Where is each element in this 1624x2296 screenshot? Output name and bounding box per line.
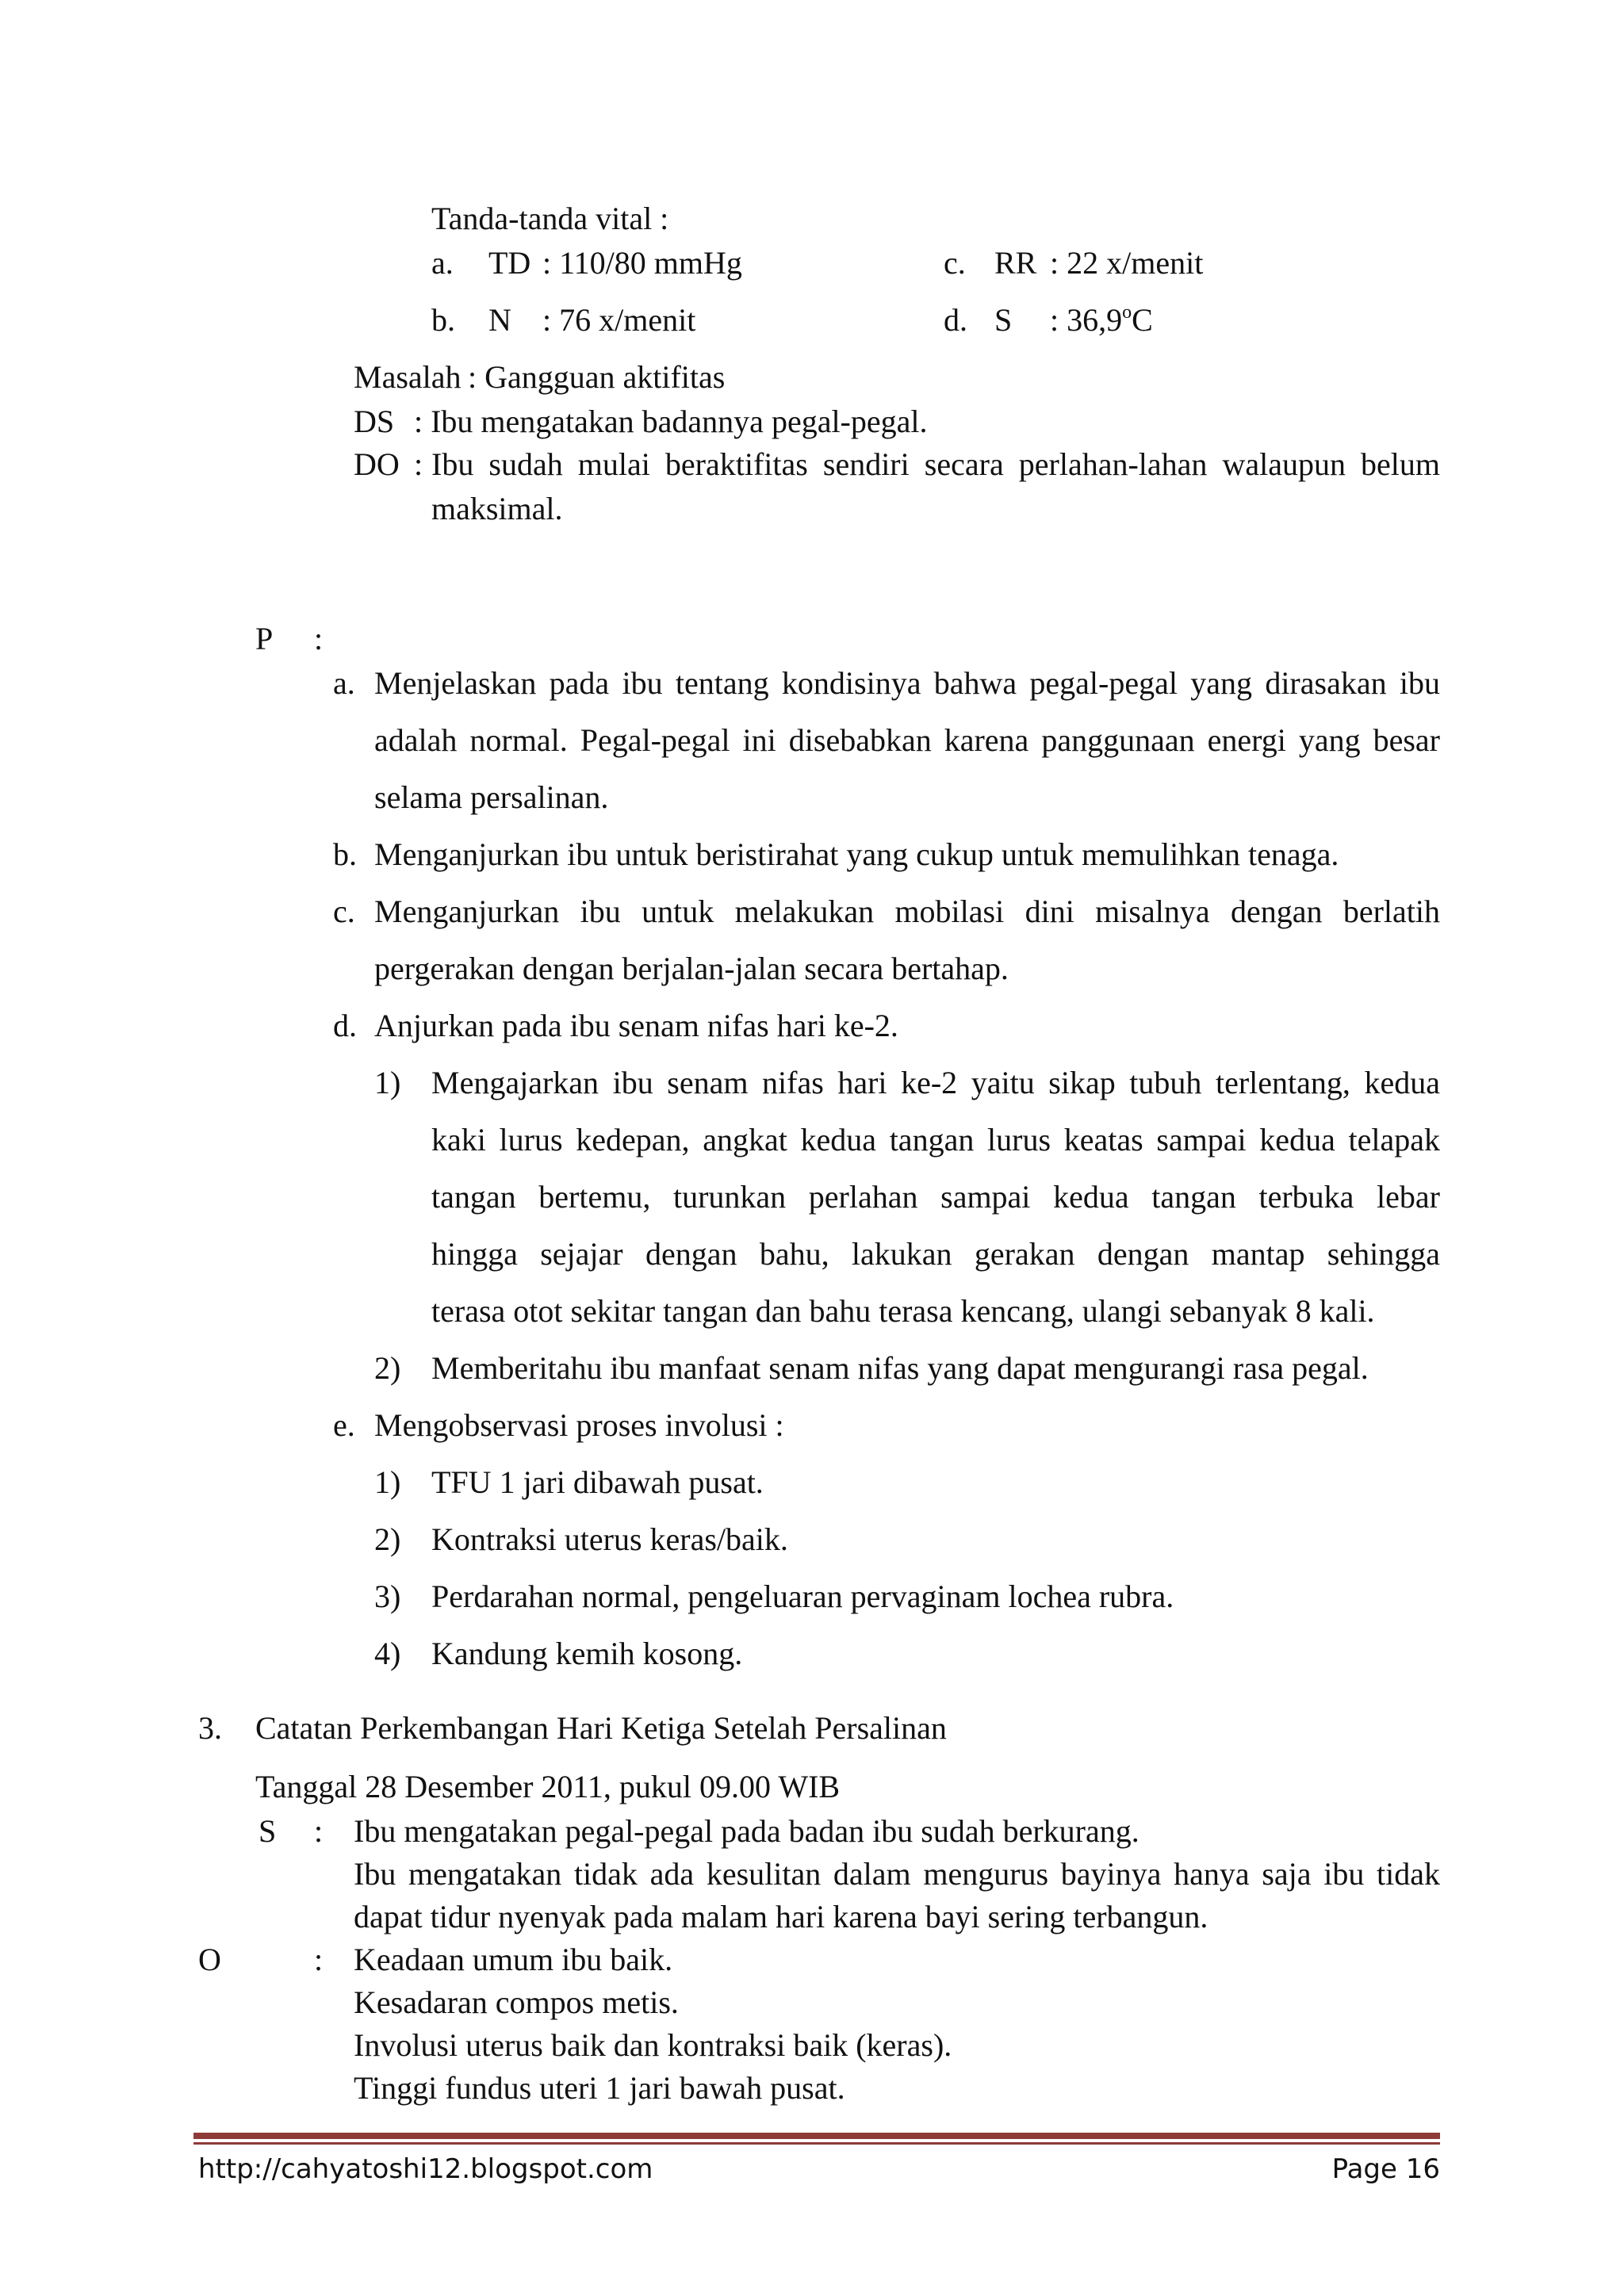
plan-d-line-1: Anjurkan pada ibu senam nifas hari ke-2. <box>374 1008 898 1043</box>
plan-e2-text: Kontraksi uterus keras/baik. <box>431 1521 788 1557</box>
vital-s-value <box>1050 304 1153 336</box>
plan-e3-text: Perdarahan normal, pengeluaran pervaginam lochea rubra. <box>431 1578 1174 1614</box>
subjective-line-2: Ibu mengatakan tidak ada kesulitan dalam mengurus bayinya hanya saja ibu tidak <box>354 1856 1440 1892</box>
do-line-2: maksimal. <box>431 491 563 526</box>
vital-td-value: : 110/80 mmHg <box>542 245 742 281</box>
ds-value: : Ibu mengatakan badannya pegal-pegal. <box>414 404 928 439</box>
vital-td-label: TD <box>488 245 531 281</box>
plan-b-line-1: Menganjurkan ibu untuk beristirahat yang cukup untuk memulihkan tenaga. <box>374 836 1339 872</box>
plan-d1-line-2: kaki lurus kedepan, angkat kedua tangan lurus keatas sampai kedua telapak <box>431 1122 1440 1158</box>
vital-n-value: : 76 x/menit <box>542 302 696 338</box>
vital-s-unit: C <box>1132 302 1153 338</box>
vital-s-degree: o <box>1122 302 1132 323</box>
plan-label: P <box>255 621 274 656</box>
do-colon: : <box>414 446 423 482</box>
objective-line-3: Involusi uterus baik dan kontraksi baik (keras). <box>354 2027 952 2063</box>
plan-a-line-3: selama persalinan. <box>374 779 609 815</box>
plan-c-line-2: pergerakan dengan berjalan-jalan secara bertahap. <box>374 951 1009 986</box>
section-3-number: 3. <box>198 1710 222 1746</box>
objective-colon: : <box>314 1942 324 1977</box>
plan-d2-marker: 2) <box>374 1350 401 1386</box>
subjective-colon: : <box>314 1813 324 1849</box>
plan-c-line-1: Menganjurkan ibu untuk melakukan mobilasi dini misalnya dengan berlatih <box>374 894 1440 929</box>
plan-b-marker: b. <box>333 836 357 872</box>
vital-d-letter: d. <box>944 302 967 338</box>
ds-label: DS <box>354 404 395 439</box>
footer-url: http://cahyatoshi12.blogspot.com <box>198 2153 653 2185</box>
plan-e4-marker: 4) <box>374 1636 401 1671</box>
masalah-label: Masalah <box>354 359 462 395</box>
plan-d1-line-5: terasa otot sekitar tangan dan bahu terasa kencang, ulangi sebanyak 8 kali. <box>431 1293 1375 1329</box>
vital-a-letter: a. <box>431 245 454 281</box>
vital-n-label: N <box>488 302 511 338</box>
footer-divider-thin <box>193 2142 1440 2145</box>
plan-a-line-1: Menjelaskan pada ibu tentang kondisinya bahwa pegal-pegal yang dirasakan ibu <box>374 665 1440 701</box>
objective-line-2: Kesadaran compos metis. <box>354 1984 679 2020</box>
do-label: DO <box>354 446 400 482</box>
objective-line-4: Tinggi fundus uteri 1 jari bawah pusat. <box>354 2070 845 2106</box>
plan-e4-text: Kandung kemih kosong. <box>431 1636 743 1671</box>
plan-e-marker: e. <box>333 1407 355 1443</box>
objective-label: O <box>198 1942 221 1977</box>
plan-a-line-2: adalah normal. Pegal-pegal ini disebabkan karena panggunaan energi yang besar <box>374 722 1440 758</box>
plan-d1-line-1: Mengajarkan ibu senam nifas hari ke-2 yaitu sikap tubuh terlentang, kedua <box>431 1065 1440 1100</box>
plan-d-marker: d. <box>333 1008 357 1043</box>
vital-c-letter: c. <box>944 245 966 281</box>
vital-rr-label: RR <box>994 245 1037 281</box>
vital-s-label: S <box>994 302 1013 338</box>
subjective-label: S <box>259 1813 277 1849</box>
vital-s-number: : 36,9 <box>1050 302 1123 338</box>
plan-d2-line-1: Memberitahu ibu manfaat senam nifas yang dapat mengurangi rasa pegal. <box>431 1350 1369 1386</box>
plan-e-line-1: Mengobservasi proses involusi : <box>374 1407 784 1443</box>
objective-line-1: Keadaan umum ibu baik. <box>354 1942 673 1977</box>
section-3-title: Catatan Perkembangan Hari Ketiga Setelah Persalinan <box>255 1710 947 1746</box>
footer-divider-thick <box>193 2133 1440 2139</box>
subjective-line-1: Ibu mengatakan pegal-pegal pada badan ibu sudah berkurang. <box>354 1813 1139 1849</box>
plan-e1-text: TFU 1 jari dibawah pusat. <box>431 1464 764 1500</box>
vital-b-letter: b. <box>431 302 455 338</box>
plan-d1-marker: 1) <box>374 1065 401 1100</box>
vital-rr-value: : 22 x/menit <box>1050 245 1204 281</box>
vital-signs-heading: Tanda-tanda vital : <box>431 201 669 236</box>
section-3-date: Tanggal 28 Desember 2011, pukul 09.00 WIB <box>255 1769 841 1804</box>
plan-e3-marker: 3) <box>374 1578 401 1614</box>
plan-c-marker: c. <box>333 894 355 929</box>
subjective-line-3: dapat tidur nyenyak pada malam hari karena bayi sering terbangun. <box>354 1899 1208 1934</box>
footer-page-number: Page 16 <box>1331 2153 1440 2185</box>
plan-e2-marker: 2) <box>374 1521 401 1557</box>
plan-d1-line-3: tangan bertemu, turunkan perlahan sampai kedua tangan terbuka lebar <box>431 1179 1440 1215</box>
do-line-1: Ibu sudah mulai beraktifitas sendiri secara perlahan-lahan walaupun belum <box>431 446 1440 482</box>
plan-e1-marker: 1) <box>374 1464 401 1500</box>
plan-colon: : <box>314 621 324 656</box>
plan-a-marker: a. <box>333 665 355 701</box>
plan-d1-line-4: hingga sejajar dengan bahu, lakukan gerakan dengan mantap sehingga <box>431 1236 1440 1272</box>
masalah-value: : Gangguan aktifitas <box>468 359 726 395</box>
